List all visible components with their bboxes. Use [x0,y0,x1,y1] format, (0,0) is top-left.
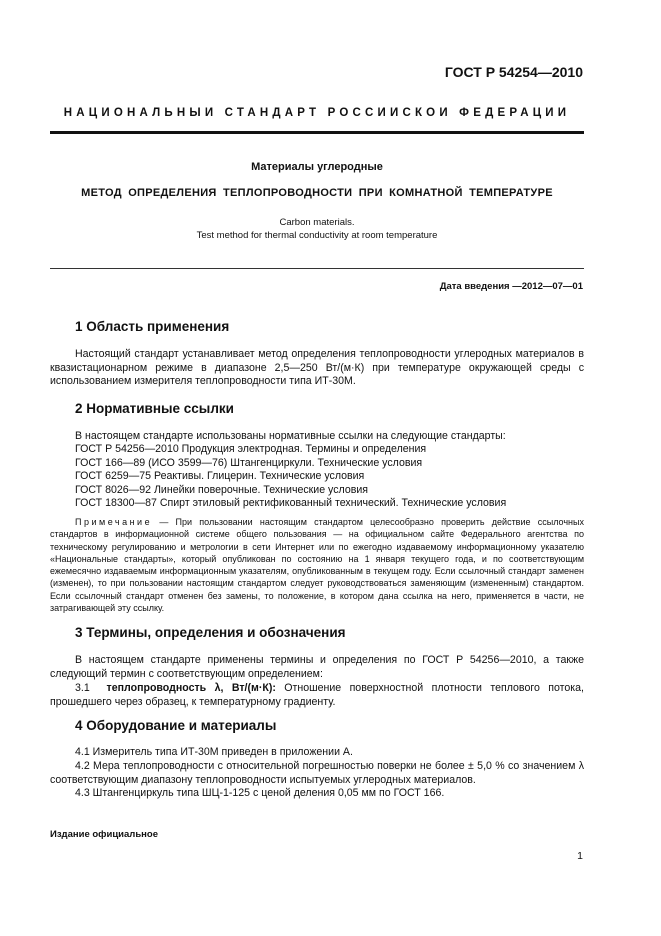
edition-label: Издание официальное [50,829,158,840]
equipment-item-1: 4.1 Измеритель типа ИТ-30М приведен в приложении А. [75,746,353,758]
note-paragraph [50,516,584,614]
section-2-intro: В настоящем стандарте использованы нормативные ссылки на следующие стандарты: [75,430,506,442]
section-1-text: Настоящий стандарт устанавливает метод определения теплопроводности углеродных материалов в квазистационарном режиме в диапазоне 2,5—250 Вт/(м·К) при температуре окружающей среды с использованием измерителя теплопроводности типа ИТ-30М. [50,348,584,388]
term-text: Отношение поверхностной плотности теплового потока, прошедшего через образец, к температурному градиенту. [50,682,584,708]
reference-item: ГОСТ 8026—92 Линейки поверочные. Технические условия [75,483,368,496]
reference-item: ГОСТ Р 54256—2010 Продукция электродная. Термины и определения [75,443,427,455]
english-title-line-2: Test method for thermal conductivity at room temperature [196,230,438,241]
english-title [50,216,584,242]
section-3-text: В настоящем стандарте применены термины и определения по ГОСТ Р 54256—2010, а также следующий термин с соответствующим определением: [50,654,584,680]
section-3-heading: 3 Термины, определения и обозначения [75,625,346,640]
term-number: 3.1 [75,682,90,694]
term-definition [50,682,584,709]
term-name: теплопроводность λ, Вт/(м·К): [106,682,276,694]
national-standard-banner: НАЦИОНАЛЬНЫЙ СТАНДАРТ РОССИЙСКОЙ ФЕДЕРАЦИИ [63,107,571,119]
equipment-item-2: 4.2 Мера теплопроводности с относительной погрешностью поверки не более ± 5,0 % со значением λ соответствующим диапазону теплопроводности испытуемых углеродных материалов. [50,760,584,786]
document-title: МЕТОД ОПРЕДЕЛЕНИЯ ТЕПЛОПРОВОДНОСТИ ПРИ КОМНАТНОЙ ТЕМПЕРАТУРЕ [81,187,553,199]
header-divider [50,131,584,134]
document-subject: Материалы углеродные [251,161,383,173]
section-1-heading: 1 Область применения [75,319,230,334]
reference-item: ГОСТ 6259—75 Реактивы. Глицерин. Технические условия [75,470,365,483]
introduction-date: Дата введения —2012—07—01 [439,281,583,292]
title-divider [50,268,584,269]
reference-item: ГОСТ 18300—87 Спирт этиловый ректификованный технический. Технические условия [75,497,507,510]
document-code: ГОСТ Р 54254—2010 [444,64,583,80]
equipment-item-3: 4.3 Штангенциркуль типа ШЦ-1-125 с ценой деления 0,05 мм по ГОСТ 166. [75,787,445,799]
note-text: — При пользовании настоящим стандартом целесообразно проверить действие ссылочных стандартов в информационной системе общего пользования — на официальном сайте Федерального агентства по техническому регулированию и метрологии в сети Интернет или по ежегодно издаваемому информационному указателю «Национальные стандарты», который опубликован по состоянию на 1 января текущего года, и по соответствующим ежемесячно издаваемым информационным указателям, опубликованным в текущем году. Если ссылочный стандарт заменен (изменен), то при пользовании настоящим стандартом следует руководствоваться заменяющим (измененным) стандартом. Если ссылочный стандарт отменен без замены, то положение, в котором дана ссылка на него, применяется в части, не затрагивающей эту ссылку. [50,517,584,614]
section-4-heading: 4 Оборудование и материалы [75,718,277,733]
section-2-heading: 2 Нормативные ссылки [75,401,234,416]
reference-item: ГОСТ 166—89 (ИСО 3599—76) Штангенциркули. Технические условия [75,456,423,469]
note-label: Примечание [75,517,153,527]
page-number: 1 [577,850,583,862]
reference-list [75,443,595,511]
english-title-line-1: Carbon materials. [279,217,355,228]
